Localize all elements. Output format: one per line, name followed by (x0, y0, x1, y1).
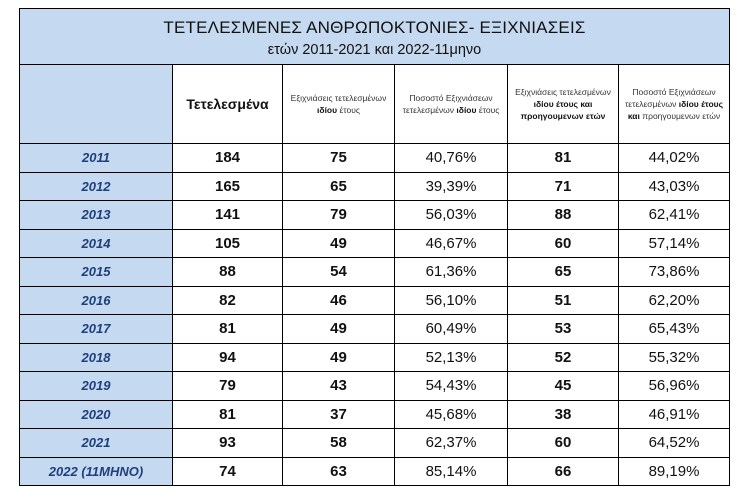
table-row (20, 201, 730, 230)
table-row (20, 457, 730, 486)
cell-pct-incl-prev: 62,41% (619, 201, 730, 230)
cell-solved-same-year: 37 (283, 400, 395, 429)
cell-solved-same-year: 46 (283, 286, 395, 315)
cell-committed: 79 (173, 372, 283, 401)
homicides-table (19, 8, 730, 486)
cell-pct-same-year: 60,49% (395, 315, 508, 344)
cell-committed: 94 (173, 343, 283, 372)
cell-solved-incl-prev: 66 (508, 457, 619, 486)
cell-solved-same-year: 49 (283, 229, 395, 258)
cell-pct-incl-prev: 46,91% (619, 400, 730, 429)
cell-solved-same-year: 49 (283, 315, 395, 344)
header-solved-same-year: Εξιχνιάσεις τετελεσμένων ιδίου έτους (283, 65, 395, 144)
row-year: 2018 (20, 343, 173, 372)
table-row (20, 258, 730, 287)
title-main: ΤΕΤΕΛΕΣΜΕΝΕΣ ΑΝΘΡΩΠΟΚΤΟΝΙΕΣ- ΕΞΙΧΝΙΑΣΕΙΣ (163, 17, 586, 37)
table-row (20, 315, 730, 344)
header-committed: Τετελεσμένα (173, 65, 283, 144)
cell-solved-incl-prev: 45 (508, 372, 619, 401)
cell-pct-same-year: 61,36% (395, 258, 508, 287)
row-year: 2011 (20, 144, 173, 173)
cell-pct-same-year: 54,43% (395, 372, 508, 401)
cell-committed: 165 (173, 172, 283, 201)
cell-committed: 81 (173, 400, 283, 429)
cell-pct-incl-prev: 44,02% (619, 144, 730, 173)
cell-solved-incl-prev: 88 (508, 201, 619, 230)
table-row (20, 172, 730, 201)
cell-pct-incl-prev: 56,96% (619, 372, 730, 401)
cell-pct-incl-prev: 62,20% (619, 286, 730, 315)
cell-solved-incl-prev: 52 (508, 343, 619, 372)
cell-pct-same-year: 56,10% (395, 286, 508, 315)
table-row (20, 429, 730, 458)
cell-solved-incl-prev: 53 (508, 315, 619, 344)
cell-solved-incl-prev: 51 (508, 286, 619, 315)
header-year-blank (20, 65, 173, 144)
row-year: 2022 (11ΜΗΝΟ) (20, 457, 173, 486)
header-pct-incl-prev: Ποσοστό Εξιχνιάσεων τετελεσμένων ιδίου έτους και προηγουμενων ετών (619, 65, 730, 144)
cell-pct-incl-prev: 73,86% (619, 258, 730, 287)
table-row (20, 400, 730, 429)
row-year: 2019 (20, 372, 173, 401)
cell-pct-incl-prev: 89,19% (619, 457, 730, 486)
cell-committed: 81 (173, 315, 283, 344)
cell-pct-same-year: 46,67% (395, 229, 508, 258)
row-year: 2013 (20, 201, 173, 230)
table-row (20, 144, 730, 173)
cell-committed: 93 (173, 429, 283, 458)
cell-solved-same-year: 63 (283, 457, 395, 486)
cell-solved-incl-prev: 71 (508, 172, 619, 201)
table-row (20, 372, 730, 401)
cell-pct-incl-prev: 55,32% (619, 343, 730, 372)
cell-solved-incl-prev: 81 (508, 144, 619, 173)
cell-solved-same-year: 49 (283, 343, 395, 372)
cell-committed: 82 (173, 286, 283, 315)
cell-solved-incl-prev: 65 (508, 258, 619, 287)
cell-pct-same-year: 52,13% (395, 343, 508, 372)
row-year: 2014 (20, 229, 173, 258)
cell-pct-same-year: 62,37% (395, 429, 508, 458)
table-title (20, 9, 730, 65)
row-year: 2015 (20, 258, 173, 287)
cell-solved-incl-prev: 38 (508, 400, 619, 429)
cell-solved-incl-prev: 60 (508, 229, 619, 258)
row-year: 2020 (20, 400, 173, 429)
cell-committed: 74 (173, 457, 283, 486)
cell-committed: 141 (173, 201, 283, 230)
row-year: 2016 (20, 286, 173, 315)
cell-solved-same-year: 79 (283, 201, 395, 230)
cell-solved-same-year: 54 (283, 258, 395, 287)
cell-pct-incl-prev: 64,52% (619, 429, 730, 458)
cell-solved-same-year: 43 (283, 372, 395, 401)
cell-pct-incl-prev: 43,03% (619, 172, 730, 201)
table-row (20, 286, 730, 315)
cell-pct-same-year: 40,76% (395, 144, 508, 173)
cell-pct-incl-prev: 57,14% (619, 229, 730, 258)
row-year: 2012 (20, 172, 173, 201)
table-row (20, 343, 730, 372)
cell-pct-same-year: 45,68% (395, 400, 508, 429)
cell-committed: 105 (173, 229, 283, 258)
cell-solved-same-year: 65 (283, 172, 395, 201)
row-year: 2021 (20, 429, 173, 458)
cell-solved-same-year: 75 (283, 144, 395, 173)
cell-solved-incl-prev: 60 (508, 429, 619, 458)
table-row (20, 229, 730, 258)
cell-committed: 184 (173, 144, 283, 173)
cell-solved-same-year: 58 (283, 429, 395, 458)
cell-pct-same-year: 39,39% (395, 172, 508, 201)
header-pct-same-year: Ποσοστό Εξιχνιάσεων τετελεσμένων ιδίου έτους (395, 65, 508, 144)
cell-pct-same-year: 85,14% (395, 457, 508, 486)
cell-pct-same-year: 56,03% (395, 201, 508, 230)
row-year: 2017 (20, 315, 173, 344)
title-subtitle: ετών 2011-2021 και 2022-11μηνο (267, 41, 482, 58)
cell-pct-incl-prev: 65,43% (619, 315, 730, 344)
header-solved-incl-prev: Εξιχνιάσεις τετελεσμένων ιδίου έτους και προηγουμενων ετών (508, 65, 619, 144)
cell-committed: 88 (173, 258, 283, 287)
